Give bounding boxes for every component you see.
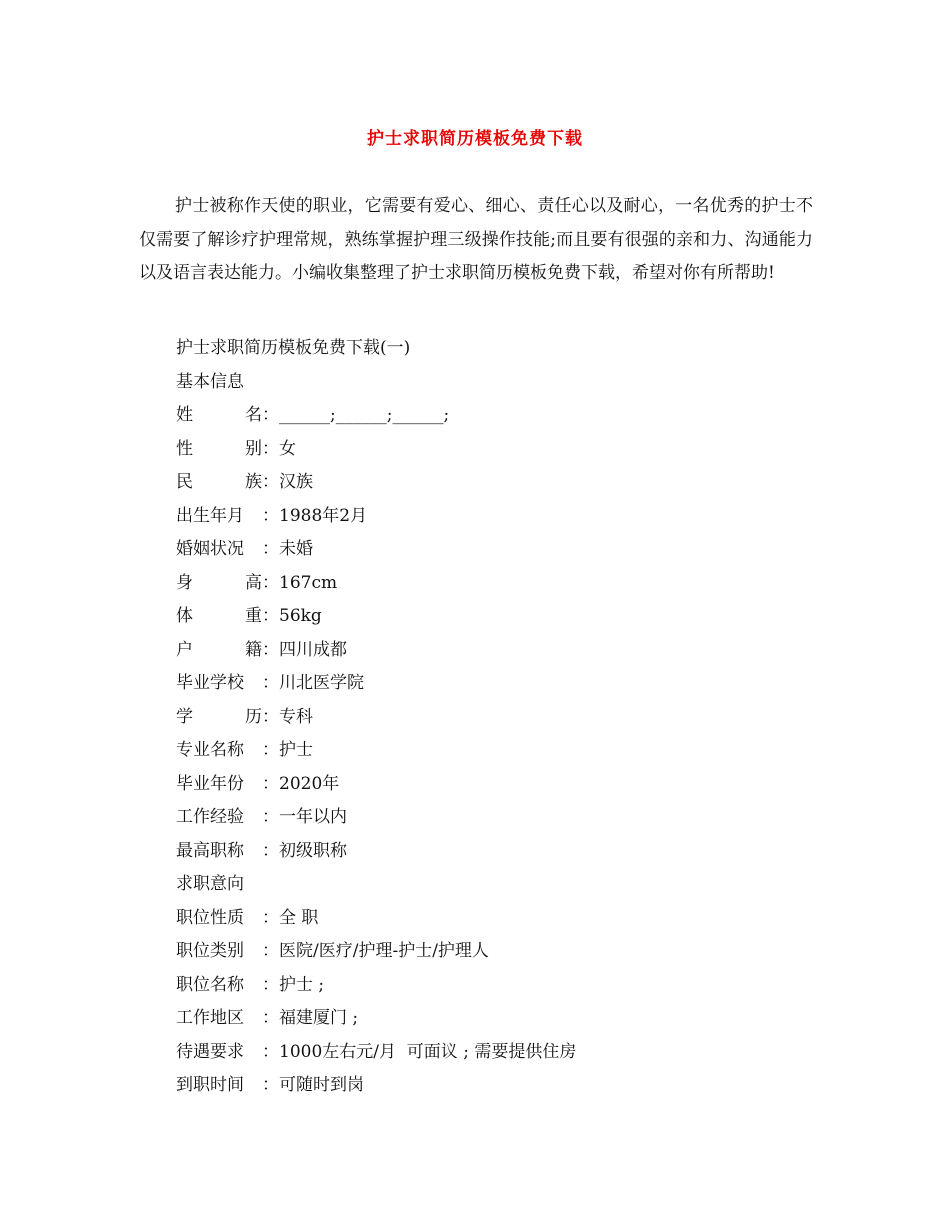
info-value: 四川成都 xyxy=(279,640,347,660)
info-value: 护士 xyxy=(279,740,313,760)
info-value: 未婚 xyxy=(279,539,313,559)
intent-value: 医院/医疗/护理-护士/护理人 xyxy=(279,941,489,961)
info-label: 姓 名 xyxy=(176,405,262,425)
info-value: 专科 xyxy=(279,707,313,727)
basic-info-heading: 基本信息 xyxy=(176,372,244,392)
info-label: 体 重 xyxy=(176,606,262,626)
info-value: ______;______;______; xyxy=(279,405,450,425)
intent-label: 工作地区 xyxy=(176,1008,244,1028)
info-label: 学 历 xyxy=(176,707,262,727)
intent-heading: 求职意向 xyxy=(176,874,244,894)
document-title: 护士求职简历模板免费下载 xyxy=(367,129,583,149)
document-page: 护士求职简历模板免费下载 护士被称作天使的职业，它需要有爱心、细心、责任心以及耐心，一名优秀的护士不仅需要了解诊疗护理常规，熟练掌握护理三级操作技能;而且要有很强的亲和力、沟通能力以及语言表达能力。小编收集整理了护士求职简历模板免费下载，希望对你有所帮助! 护士求职简历模板免费下载(一) 基本信息 姓 名 ： ______;______;______; 性 别 ： 女 民 族 ： 汉族 出生年月 ： 1988年2月 婚姻状况 ： 未婚 身 高 ： 167cm 体 重 ： 56kg 户 籍 ： 四川成都 毕业学校 ： 川北医学院 学 历 ： 专科 专业名称 ： 护士 毕业年份 ： 2020年 工作经验 ： 一年以内 最高职称 ： 初级职称 求职意向 职位性质 ： 全 职 职位类别 ： 医院/医疗/护理-护士/护理人 职位名称 ： 护士 ; 工作地区 ： 福建厦门 ; 待遇要求 ： 1000左右元/月 可面议 ; 需要提供住房 到职时间 ： 可随时到岗 xyxy=(0,0,950,1230)
info-value: 56kg xyxy=(279,606,322,626)
intent-label: 职位性质 xyxy=(176,908,244,928)
info-value: 167cm xyxy=(279,573,338,593)
info-label: 最高职称 xyxy=(176,841,244,861)
intent-value: 可随时到岗 xyxy=(279,1075,364,1095)
section-heading: 护士求职简历模板免费下载(一) xyxy=(176,338,411,358)
info-value: 2020年 xyxy=(279,774,340,794)
intent-label: 职位类别 xyxy=(176,941,244,961)
intent-label: 职位名称 xyxy=(176,975,244,995)
info-value: 女 xyxy=(279,439,296,459)
info-label: 出生年月 xyxy=(176,506,244,526)
info-value: 一年以内 xyxy=(279,807,347,827)
info-label: 工作经验 xyxy=(176,807,244,827)
info-label: 性 别 xyxy=(176,439,262,459)
info-label: 专业名称 xyxy=(176,740,244,760)
info-label: 毕业学校 xyxy=(176,673,244,693)
info-label: 户 籍 xyxy=(176,640,262,660)
intent-label: 待遇要求 xyxy=(176,1042,244,1062)
info-value: 川北医学院 xyxy=(279,673,364,693)
intent-label: 到职时间 xyxy=(176,1075,244,1095)
intent-value: 1000左右元/月 可面议 ; 需要提供住房 xyxy=(279,1042,577,1062)
info-label: 身 高 xyxy=(176,573,262,593)
info-value: 1988年2月 xyxy=(279,506,368,526)
info-label: 民 族 xyxy=(176,472,262,492)
info-value: 汉族 xyxy=(279,472,313,492)
intro-paragraph: 护士被称作天使的职业，它需要有爱心、细心、责任心以及耐心，一名优秀的护士不仅需要了解诊疗护理常规，熟练掌握护理三级操作技能;而且要有很强的亲和力、沟通能力以及语言表达能力。小编收集整理了护士求职简历模板免费下载，希望对你有所帮助! xyxy=(139,196,813,283)
intent-value: 全 职 xyxy=(279,908,319,928)
intent-value: 护士 ; xyxy=(279,975,325,995)
info-value: 初级职称 xyxy=(279,841,347,861)
info-label: 毕业年份 xyxy=(176,774,244,794)
intent-value: 福建厦门 ; xyxy=(279,1008,359,1028)
info-label: 婚姻状况 xyxy=(176,539,244,559)
